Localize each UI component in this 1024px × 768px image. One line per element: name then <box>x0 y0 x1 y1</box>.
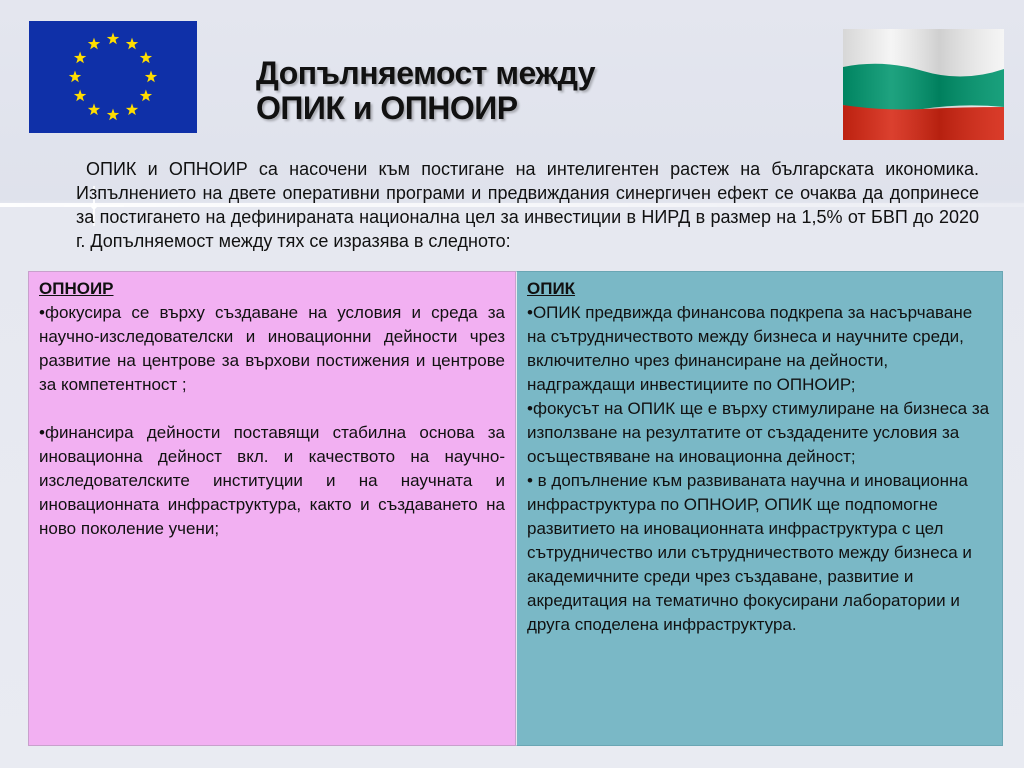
eu-star-icon <box>126 103 138 115</box>
eu-star-icon <box>140 90 152 102</box>
intro-paragraph: ОПИК и ОПНОИР са насочени към постигане на интелигентен растеж на българската икономика. Изпълнението на двете оперативни програми и предвиждания синергичен ефект се очаква да допринесе за постигането на дефинираната национална цел за инвестиции в НИРД в размер на 1,5% от БВП до 2020 г. Допълняемост между тях се изразява в следното: <box>76 159 979 251</box>
opik-heading: ОПИК <box>527 279 576 298</box>
opik-item-2: •фокусът на ОПИК ще е върху стимулиране на бизнеса за използване на резултатите от създадените условия за осъществяване на иновационна дейност; <box>527 399 990 466</box>
eu-star-icon <box>140 52 152 64</box>
eu-star-icon <box>74 52 86 64</box>
eu-star-icon <box>145 71 157 83</box>
opnoir-heading: ОПНОИР <box>39 279 114 298</box>
eu-star-icon <box>74 90 86 102</box>
eu-star-icon <box>88 38 100 50</box>
eu-star-icon <box>88 103 100 115</box>
opik-column <box>516 271 1003 746</box>
comparison-table <box>28 271 1003 746</box>
opnoir-column <box>28 271 516 746</box>
opik-item-1: •ОПИК предвижда финансова подкрепа за насърчаване на сътрудничеството между бизнеса и научните среди, включително чрез финансиране на дейности, надграждащи инвестициите по ОПНОИР; <box>527 303 973 394</box>
opik-item-3: • в допълнение към развиваната научна и иновационна инфраструктура по ОПНОИР, ОПИК ще подпомогне развитието на иновационната инфраструктура с цел сътрудничество или сътрудничеството между бизнеса и академичните среди чрез създаване, развитие и акредитация на тематично фокусирани лаборатории и друга споделена инфраструктура. <box>527 471 972 634</box>
opnoir-item-2: •финансира дейности поставящи стабилна основа за иновационна дейност вкл. и качеството на научно-изследователските институции и на научната и иновационната инфраструктура, както и създаването на ново поколение учени; <box>39 423 505 538</box>
bulgarian-flag-icon <box>843 29 1004 140</box>
page-title <box>256 56 595 126</box>
title-line-2: ОПИК и ОПНОИР <box>256 90 518 126</box>
eu-star-icon <box>69 71 81 83</box>
eu-flag-icon <box>29 21 197 133</box>
eu-star-icon <box>107 33 119 45</box>
eu-star-icon <box>126 38 138 50</box>
eu-star-icon <box>107 109 119 121</box>
opnoir-item-1: •фокусира се върху създаване на условия и среда за научно-изследователски и иновационни дейности чрез развитие на центрове за върхови постижения и центрове за компетентност ; <box>39 303 505 394</box>
title-line-1: Допълняемост между <box>256 55 596 91</box>
